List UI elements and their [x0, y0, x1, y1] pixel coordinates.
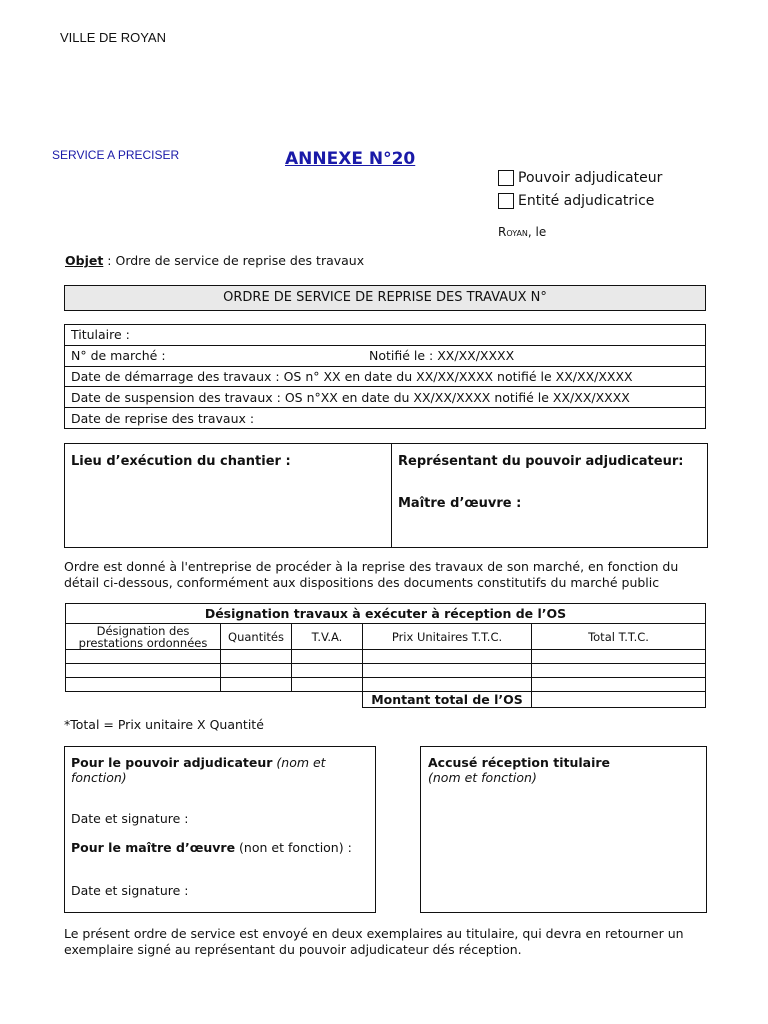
objet-label: Objet [65, 253, 104, 268]
objet-sep: : [103, 253, 116, 268]
sig-left-note: (nom et [272, 755, 326, 770]
marche-field[interactable]: N° de marché : [71, 348, 166, 364]
place-name: Royan [498, 225, 528, 239]
titulaire-field[interactable]: Titulaire : [65, 325, 706, 346]
lieu-label: Lieu d’exécution du chantier : [71, 454, 291, 469]
checkbox-entite-adjudicatrice[interactable] [498, 193, 654, 209]
accuse-note: (nom et fonction) [428, 770, 537, 785]
date-signature-2: Date et signature : [71, 883, 189, 898]
montant-total-value[interactable] [532, 692, 706, 708]
ordre-paragraph [64, 559, 709, 591]
info-table [64, 324, 706, 429]
suspension-field[interactable]: Date de suspension des travaux : OS n°XX en date du XX/XX/XXXX notifié le XX/XX/XXXX [65, 387, 706, 408]
col-quantites: Quantités [221, 624, 292, 650]
col-designation-line-2: prestations ordonnées [78, 635, 208, 650]
closing-line-2: exemplaire signé au représentant du pouvoir adjudicateur dés réception. [64, 942, 522, 957]
accuse-heading: Accusé réception titulaire [428, 755, 611, 770]
table-row [66, 664, 706, 678]
ordre-line-2: détail ci-dessous, conformément aux dispositions des documents constitutifs du marché public [64, 575, 660, 590]
closing-line-1: Le présent ordre de service est envoyé en deux exemplaires au titulaire, qui devra en retourner un [64, 926, 684, 941]
signature-adjudicateur-box[interactable] [64, 746, 376, 913]
accuse-reception-box[interactable] [420, 746, 707, 913]
table-row [66, 678, 706, 692]
marche-row [65, 345, 706, 366]
objet-line [65, 253, 364, 268]
moe-heading [71, 840, 352, 855]
montant-total-label: Montant total de l’OS [363, 692, 532, 708]
prestations-table [65, 603, 706, 708]
col-designation [66, 624, 221, 650]
annexe-title: ANNEXE N°20 [285, 149, 416, 169]
checkbox-box[interactable] [498, 193, 514, 209]
document-title: ORDRE DE SERVICE DE REPRISE DES TRAVAUX N° [64, 285, 706, 311]
demarrage-field[interactable]: Date de démarrage des travaux : OS n° XX en date du XX/XX/XXXX notifié le XX/XX/XXXX [65, 366, 706, 387]
table-row [66, 650, 706, 664]
city-name: VILLE DE ROYAN [60, 30, 166, 45]
checkbox-pouvoir-adjudicateur[interactable] [498, 170, 662, 186]
footnote: *Total = Prix unitaire X Quantité [64, 717, 264, 732]
total-spacer [66, 692, 363, 708]
objet-text: Ordre de service de reprise des travaux [115, 253, 365, 268]
col-prix-unitaires: Prix Unitaires T.T.C. [363, 624, 532, 650]
prestations-title: Désignation travaux à exécuter à réception de l’OS [66, 604, 706, 624]
checkbox-box[interactable] [498, 170, 514, 186]
moe-note: (non et fonction) : [235, 840, 352, 855]
reprise-field[interactable]: Date de reprise des travaux : [65, 408, 706, 429]
checkbox-label: Entité adjudicatrice [518, 193, 655, 209]
sig-left-heading [71, 755, 326, 785]
moe-heading-bold: Pour le maître d’œuvre [71, 840, 236, 855]
col-designation-line-1: Désignation des [96, 623, 190, 638]
date-suffix: , le [527, 225, 547, 239]
col-tva: T.V.A. [292, 624, 363, 650]
notifie-field[interactable]: Notifié le : XX/XX/XXXX [369, 348, 515, 364]
lieu-left-cell[interactable] [65, 444, 392, 547]
representant-label: Représentant du pouvoir adjudicateur: [398, 454, 684, 469]
sig-left-note-2: fonction) [71, 770, 127, 785]
closing-paragraph [64, 926, 709, 958]
place-date [498, 225, 546, 239]
lieu-box [64, 443, 708, 548]
lieu-right-cell[interactable] [392, 444, 707, 547]
ordre-line-1: Ordre est donné à l'entreprise de procéder à la reprise des travaux de son marché, en fonction du [64, 559, 679, 574]
checkbox-label: Pouvoir adjudicateur [518, 170, 663, 186]
col-total: Total T.T.C. [532, 624, 706, 650]
sig-left-heading-bold: Pour le pouvoir adjudicateur [71, 755, 273, 770]
maitre-oeuvre-label: Maître d’œuvre : [398, 496, 522, 511]
service-label: SERVICE A PRECISER [52, 148, 180, 162]
date-signature-1: Date et signature : [71, 811, 189, 826]
